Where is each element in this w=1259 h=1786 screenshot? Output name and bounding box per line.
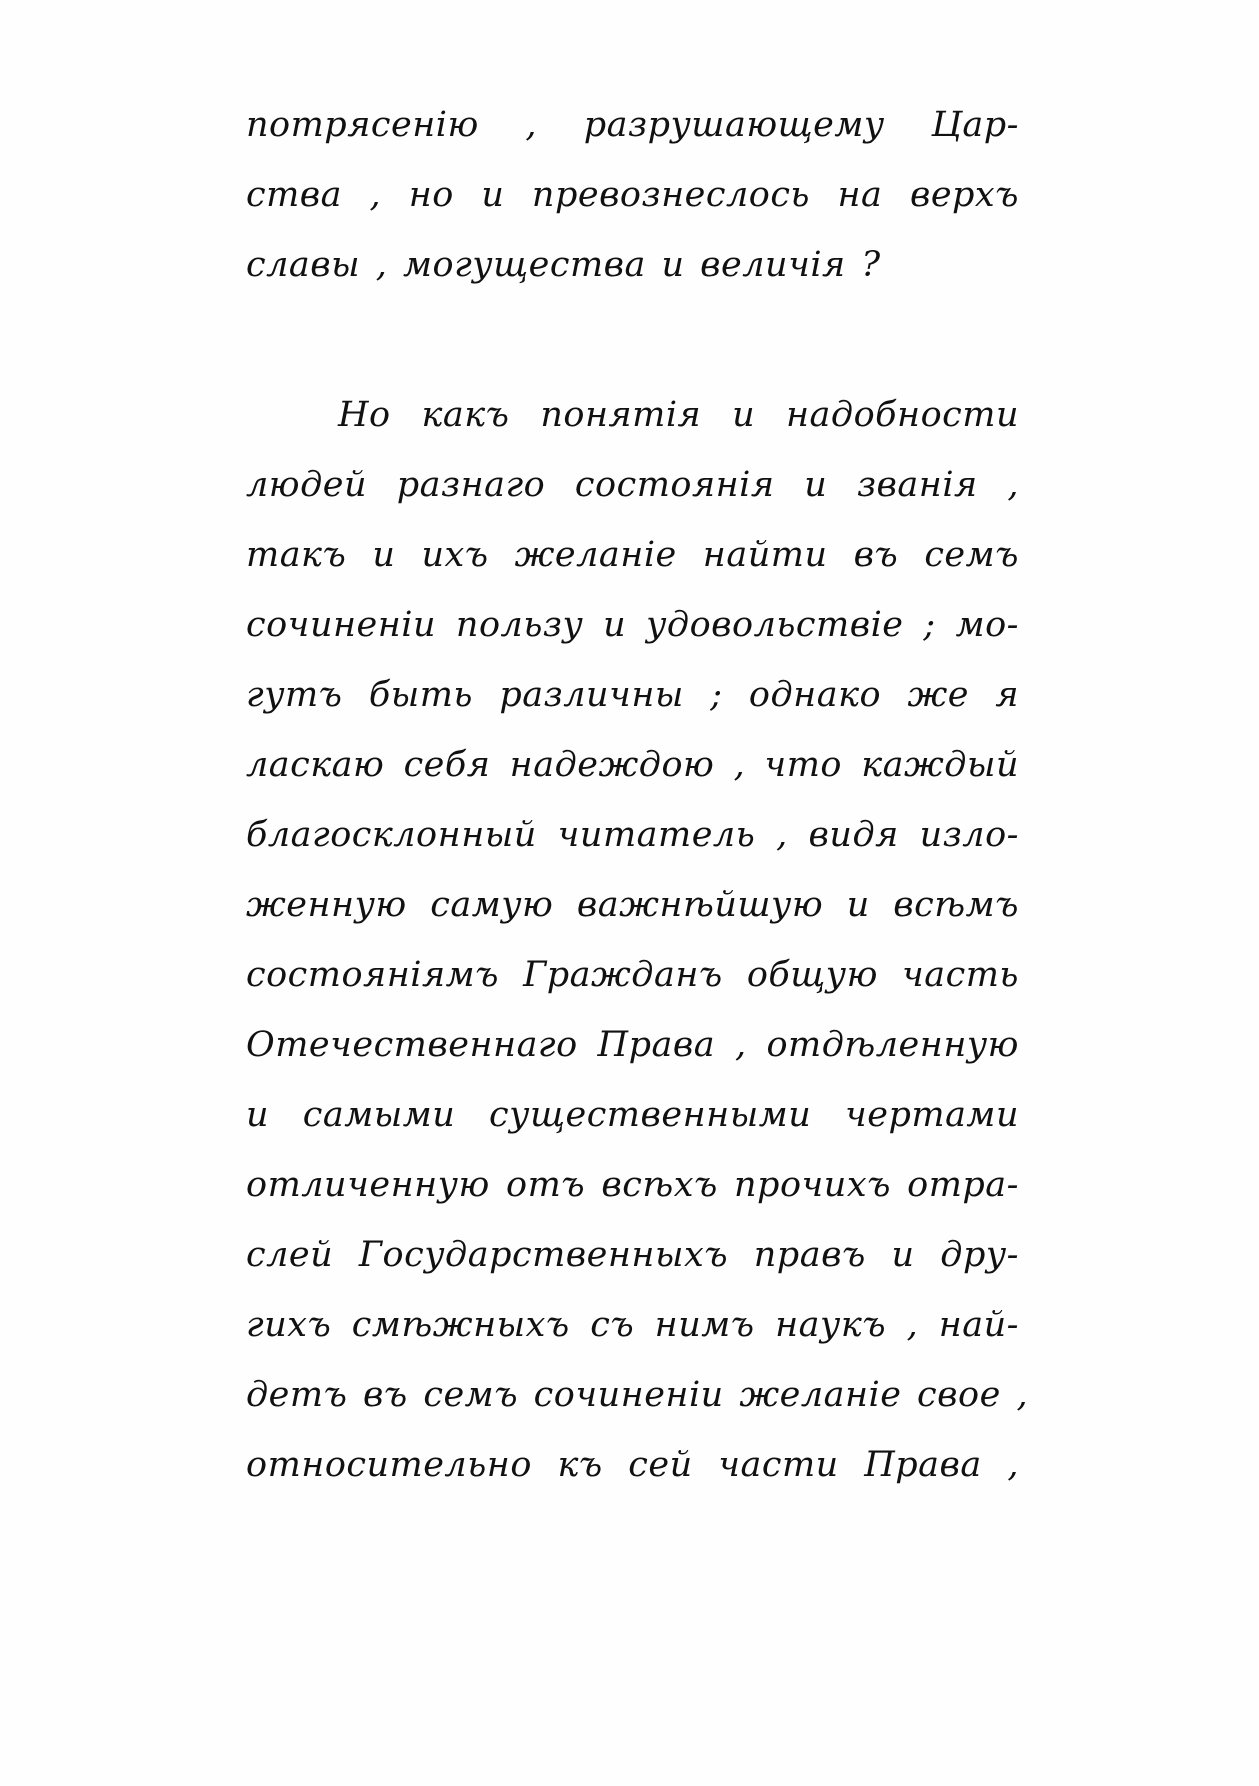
text-line: такъ и ихъ желаніе найти въ семъ [246,535,1019,575]
text-line: славы , могущества и величія ? [246,245,881,285]
text-line: относительно къ сей части Права , [246,1445,1019,1485]
text-line: отличенную отъ всѣхъ прочихъ отра- [246,1165,1019,1205]
text-line: женную самую важнѣйшую и всѣмъ [246,885,1019,925]
text-line: состояніямъ Гражданъ общую часть [246,955,1019,995]
text-line: и самыми существенными чертами [246,1095,1019,1135]
text-line: слей Государственныхъ правъ и дру- [246,1235,1019,1275]
text-line: гутъ быть различны ; однако же я [246,675,1019,715]
text-line: ласкаю себя надеждою , что каждый [246,745,1019,785]
paragraph-continued [246,90,1019,300]
paragraph-main [246,380,1029,1500]
text-line: благосклонный читатель , видя изло- [246,815,1019,855]
text-line: потрясенію , разрушающему Цар- [246,105,1019,145]
text-line: ства , но и превознеслось на верхъ [246,175,1019,215]
text-line: гихъ смѣжныхъ съ нимъ наукъ , най- [246,1305,1019,1345]
text-line: детъ въ семъ сочиненіи желаніе свое , [246,1375,1029,1415]
text-line: людей разнаго состоянія и званія , [246,465,1019,505]
text-line: Отечественнаго Права , отдѣленную [246,1025,1019,1065]
text-line-indented: Но какъ понятія и надобности [338,395,1019,435]
text-line: сочиненіи пользу и удовольствіе ; мо- [246,605,1019,645]
